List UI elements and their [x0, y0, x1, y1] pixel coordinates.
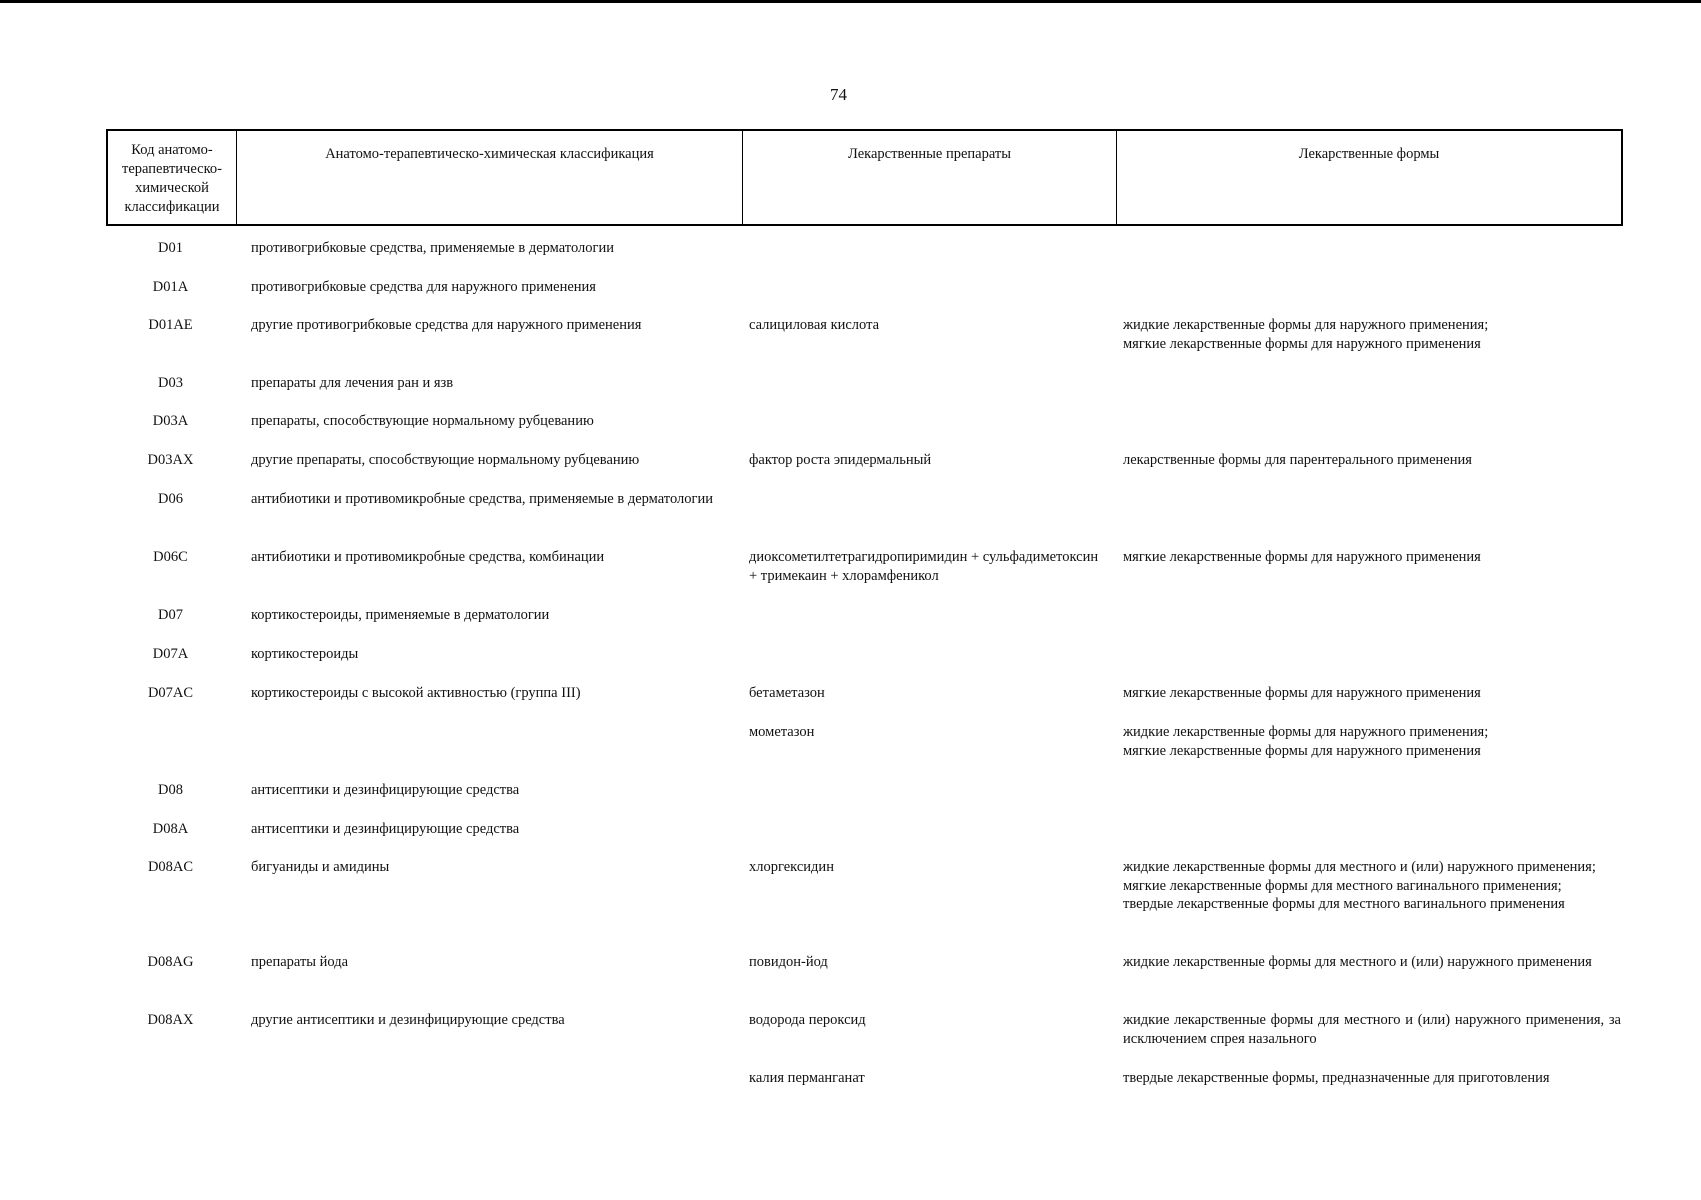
cell-code: D08AG: [147, 954, 194, 970]
cell-atc: антибиотики и противомикробные средства, комбинации: [251, 549, 605, 565]
cell-form: жидкие лекарственные формы для наружного применения; мягкие лекарственные формы для наружного применения: [1123, 317, 1489, 352]
table-header: [106, 129, 1623, 226]
table-row: [106, 374, 1623, 393]
page-number: 74: [830, 85, 847, 104]
table-row: [106, 953, 1623, 972]
cell-code: D08AC: [147, 859, 194, 875]
cell-form: жидкие лекарственные формы для наружного применения; мягкие лекарственные формы для наружного применения: [1123, 724, 1489, 759]
cell-drug: [741, 490, 1115, 509]
cell-atc: другие препараты, способствующие нормальному рубцеванию: [251, 452, 640, 468]
table-row: [106, 858, 1623, 914]
cell-form: [1115, 412, 1623, 431]
cell-form: [1115, 374, 1623, 393]
cell-atc: антисептики и дезинфицирующие средства: [251, 782, 520, 798]
table-row: [106, 820, 1623, 839]
cell-code: D07: [158, 607, 183, 623]
cell-drug: повидон-йод: [749, 954, 828, 970]
table-row: [106, 684, 1623, 703]
cell-code: D03A: [152, 413, 189, 429]
cell-atc: антибиотики и противомикробные средства, применяемые в дерматологии: [251, 491, 713, 507]
cell-drug: хлоргексидин: [749, 859, 834, 875]
table-row: [106, 490, 1623, 509]
cell-code: D01: [158, 240, 183, 256]
cell-atc: [243, 1069, 741, 1088]
cell-code: D01AE: [148, 317, 193, 333]
cell-code: D06: [158, 491, 183, 507]
cell-code: D08A: [152, 821, 189, 837]
cell-atc: бигуаниды и амидины: [251, 859, 390, 875]
cell-drug: водорода пероксид: [749, 1012, 866, 1028]
cell-form: [1115, 278, 1623, 297]
cell-form: [1115, 820, 1623, 839]
table-row: [106, 278, 1623, 297]
cell-drug: калия перманганат: [749, 1070, 865, 1086]
table-row: [106, 239, 1623, 258]
cell-form: жидкие лекарственные формы для местного и (или) наружного применения, за исключением спрея назального: [1123, 1012, 1621, 1047]
cell-code: D07AC: [147, 685, 194, 701]
scan-top-edge: [0, 0, 1701, 3]
cell-drug: [741, 606, 1115, 625]
table-row: [106, 1011, 1623, 1048]
cell-form: лекарственные формы для парентерального применения: [1123, 452, 1472, 468]
cell-form: [1115, 606, 1623, 625]
cell-atc: противогрибковые средства для наружного применения: [251, 279, 596, 295]
cell-atc: противогрибковые средства, применяемые в дерматологии: [251, 240, 614, 256]
table-row: [106, 1069, 1623, 1088]
cell-form: мягкие лекарственные формы для наружного применения: [1123, 549, 1481, 565]
cell-drug: [741, 645, 1115, 664]
table-row: [106, 723, 1623, 760]
table-row: [106, 606, 1623, 625]
cell-form: твердые лекарственные формы, предназначенные для приготовления: [1123, 1070, 1550, 1086]
header-atc-classification: Анатомо-терапевтическо-химическая классификация: [237, 131, 743, 224]
cell-drug: [741, 278, 1115, 297]
cell-code: D08: [158, 782, 183, 798]
cell-drug: салициловая кислота: [749, 317, 880, 333]
table-row: [106, 645, 1623, 664]
cell-atc: кортикостероиды: [251, 646, 359, 662]
table-row: [106, 412, 1623, 431]
cell-form: [1115, 645, 1623, 664]
cell-atc: антисептики и дезинфицирующие средства: [251, 821, 520, 837]
cell-drug: мометазон: [749, 724, 815, 740]
table-row: [106, 451, 1623, 470]
cell-drug: диоксометилтетрагидропиримидин + сульфадиметоксин + тримекаин + хлорамфеникол: [749, 549, 1099, 584]
cell-code: D07A: [152, 646, 189, 662]
cell-code: D06C: [153, 549, 188, 565]
cell-form: [1115, 239, 1623, 258]
cell-form: жидкие лекарственные формы для местного и (или) наружного применения; мягкие лекарственные формы для местного вагинального применения; твердые лекарственные формы для местного вагинального применения: [1123, 859, 1596, 912]
cell-atc: кортикостероиды, применяемые в дерматологии: [251, 607, 550, 623]
cell-code: D01A: [152, 279, 189, 295]
cell-form: жидкие лекарственные формы для местного и (или) наружного применения: [1123, 954, 1592, 970]
cell-drug: [741, 820, 1115, 839]
cell-code: [106, 723, 243, 760]
header-medicines: Лекарственные препараты: [743, 131, 1117, 224]
cell-atc: препараты для лечения ран и язв: [251, 375, 454, 391]
header-dosage-forms: Лекарственные формы: [1298, 146, 1440, 162]
cell-drug: [741, 412, 1115, 431]
cell-atc: препараты йода: [251, 954, 349, 970]
cell-code: [106, 1069, 243, 1088]
cell-code: D03AX: [147, 452, 194, 468]
cell-form: [1115, 490, 1623, 509]
cell-atc: [243, 723, 741, 760]
cell-form: [1115, 781, 1623, 800]
cell-drug: [741, 239, 1115, 258]
cell-drug: [741, 781, 1115, 800]
cell-code: D08AX: [147, 1012, 194, 1028]
cell-atc: кортикостероиды с высокой активностью (группа III): [251, 685, 581, 701]
cell-atc: другие антисептики и дезинфицирующие средства: [251, 1012, 565, 1028]
header-atc-code: Код анатомо- терапевтическо- химической классификации: [108, 131, 237, 224]
cell-form: мягкие лекарственные формы для наружного применения: [1123, 685, 1481, 701]
table-row: [106, 781, 1623, 800]
cell-atc: препараты, способствующие нормальному рубцеванию: [251, 413, 594, 429]
cell-atc: другие противогрибковые средства для наружного применения: [251, 317, 642, 333]
cell-code: D03: [158, 375, 183, 391]
cell-drug: бетаметазон: [749, 685, 825, 701]
table-row: [106, 316, 1623, 353]
cell-drug: фактор роста эпидермальный: [749, 452, 932, 468]
table-row: [106, 548, 1623, 585]
cell-drug: [741, 374, 1115, 393]
